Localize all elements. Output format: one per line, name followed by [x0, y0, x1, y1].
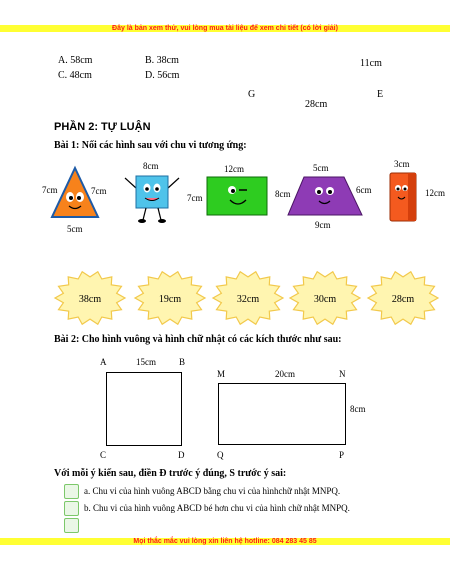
statement-b: b. Chu vi của hình vuông ABCD bé hơn chu vi của hình chữ nhật MNPQ.: [84, 503, 350, 513]
green-rect-left-label: 7cm: [187, 193, 203, 203]
section-title: PHẦN 2: TỰ LUẬN: [54, 121, 151, 133]
orange-rect-top-label: 3cm: [394, 159, 410, 169]
trapezoid-left-label: 8cm: [275, 189, 291, 199]
rectangle-mnpq: [218, 383, 346, 445]
answer-box-a[interactable]: [64, 484, 79, 499]
perimeter-burst[interactable]: [366, 269, 440, 327]
point-p: P: [339, 450, 345, 460]
statement-a: a. Chu vi của hình vuông ABCD bằng chu vi của hìnhchữ nhật MNPQ.: [84, 486, 341, 496]
green-rect-top-label: 12cm: [224, 164, 244, 174]
trapezoid-right-label: 6cm: [356, 185, 372, 195]
option-d: D. 56cm: [145, 70, 180, 81]
perimeter-value: 38cm: [78, 294, 102, 305]
point-n: N: [339, 369, 346, 379]
point-c: C: [100, 450, 107, 460]
orange-rect-right-label: 12cm: [425, 188, 445, 198]
square-top-label: 8cm: [143, 161, 159, 171]
figure-label-11cm: 11cm: [360, 58, 382, 69]
perimeter-burst[interactable]: [133, 269, 207, 327]
orange-rectangle-character: [389, 172, 417, 222]
rect-width-label: 8cm: [350, 404, 366, 414]
trapezoid-bottom-label: 9cm: [315, 220, 331, 230]
point-m: M: [217, 369, 226, 379]
rect-length-label: 20cm: [275, 369, 295, 379]
point-b: B: [179, 357, 186, 367]
bottom-banner: Mọi thắc mắc vui lòng xin liên hệ hotline: 084 283 45 85: [0, 538, 450, 545]
perimeter-burst[interactable]: [288, 269, 362, 327]
option-a: A. 58cm: [58, 55, 93, 66]
answer-box-b[interactable]: [64, 501, 79, 516]
triangle-right-label: 7cm: [91, 186, 107, 196]
perimeter-value: 30cm: [313, 294, 337, 305]
perimeter-value: 32cm: [236, 294, 260, 305]
perimeter-burst[interactable]: [211, 269, 285, 327]
square-side-label: 15cm: [136, 357, 156, 367]
option-b: B. 38cm: [145, 55, 179, 66]
square-abcd: [106, 372, 182, 446]
triangle-left-label: 7cm: [42, 185, 58, 195]
perimeter-burst[interactable]: [53, 269, 127, 327]
exercise-1-title: Bài 1: Nối các hình sau với chu vi tương ứng:: [54, 140, 247, 151]
figure-point-e: E: [377, 89, 384, 100]
instruction-text: Với mỗi ý kiến sau, điền Đ trước ý đúng, S trước ý sai:: [54, 468, 287, 479]
option-c: C. 48cm: [58, 70, 92, 81]
trapezoid-character: [286, 176, 364, 216]
point-d: D: [178, 450, 185, 460]
top-banner: Đây là bản xem thử, vui lòng mua tài liệu để xem chi tiết (có lời giải): [0, 25, 450, 32]
answer-box-c[interactable]: [64, 518, 79, 533]
square-character: [122, 172, 182, 227]
point-a: A: [100, 357, 107, 367]
figure-label-28cm: 28cm: [305, 99, 328, 110]
point-q: Q: [217, 450, 224, 460]
perimeter-value: 19cm: [158, 294, 182, 305]
perimeter-value: 28cm: [391, 294, 415, 305]
green-rectangle-character: [206, 176, 268, 216]
figure-point-g: G: [248, 89, 256, 100]
trapezoid-top-label: 5cm: [313, 163, 329, 173]
exercise-2-title: Bài 2: Cho hình vuông và hình chữ nhật có các kích thước như sau:: [54, 334, 342, 345]
triangle-bottom-label: 5cm: [67, 224, 83, 234]
